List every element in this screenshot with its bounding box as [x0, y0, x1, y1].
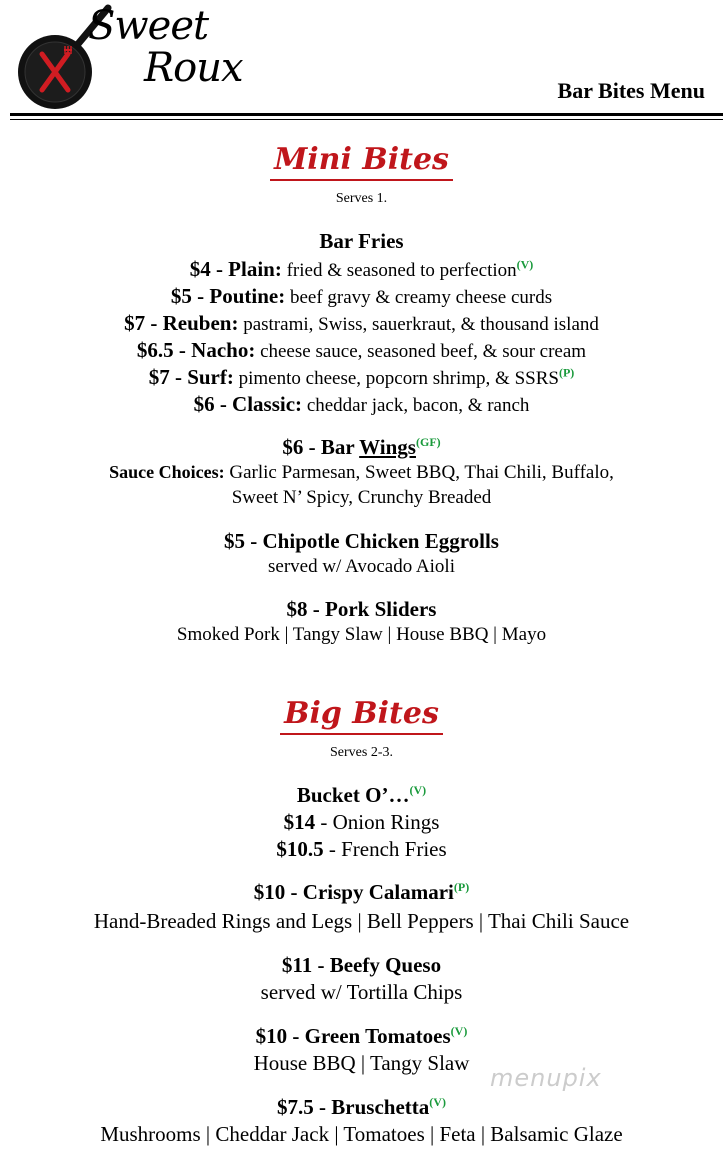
tomatoes-heading: $10 - Green Tomatoes$^{(V)}$	[255, 1024, 468, 1048]
serves-note-big: Serves 2-3.	[330, 745, 393, 760]
eggrolls-heading: $5 - Chipotle Chicken Eggrolls	[224, 529, 499, 553]
sauce-choices: Sauce Choices: Garlic Parmesan, Sweet BBQ, Thai Chili, Buffalo,	[109, 462, 614, 483]
fries-item: $6.5 - Nacho: cheese sauce, seasoned beef, & sour cream	[136, 338, 587, 362]
page-title: Bar Bites Menu	[557, 78, 705, 103]
brand-line-1: Sweet	[88, 3, 209, 49]
bruschetta-desc: Mushrooms | Cheddar Jack | Tomatoes | Feta | Balsamic Glaze	[100, 1122, 623, 1146]
bucket-item: $10.5 - French Fries	[276, 837, 447, 861]
bucket-heading: Bucket O’…$^{(V)}$	[296, 783, 427, 807]
header-divider-thin	[10, 119, 723, 120]
calamari-heading: $10 - Crispy Calamari$^{(P)}$	[253, 880, 470, 904]
menu-header	[0, 0, 723, 125]
calamari-desc: Hand-Breaded Rings and Legs | Bell Peppers | Thai Chili Sauce	[93, 909, 630, 933]
fries-item: $6 - Classic: cheddar jack, bacon, & ranch	[193, 392, 530, 416]
eggrolls-desc: served w/ Avocado Aioli	[268, 556, 455, 577]
section-title-big-bites: Big Bites	[0, 697, 723, 731]
bruschetta-heading: $7.5 - Bruschetta$^{(V)}$	[277, 1095, 446, 1119]
serves-note-mini: Serves 1.	[335, 191, 388, 206]
watermark-text: menupix	[490, 1064, 602, 1092]
sliders-heading: $8 - Pork Sliders	[286, 597, 437, 621]
fries-item: $5 - Poutine: beef gravy & creamy cheese curds	[170, 284, 553, 308]
header-divider-thick	[10, 113, 723, 116]
brand-line-2: Roux	[144, 45, 243, 91]
fries-item: $7 - Reuben: pastrami, Swiss, sauerkraut, & thousand island	[124, 311, 599, 335]
brand-logo-text	[88, 3, 243, 91]
sauce-choices-cont: Sweet N’ Spicy, Crunchy Breaded	[231, 487, 492, 508]
bar-fries-heading: Bar Fries	[319, 229, 404, 253]
bucket-item: $14 - Onion Rings	[283, 810, 440, 834]
queso-heading: $11 - Beefy Queso	[281, 953, 442, 977]
tomatoes-desc: House BBQ | Tangy Slaw	[253, 1051, 470, 1075]
sliders-desc: Smoked Pork | Tangy Slaw | House BBQ | Mayo	[176, 624, 547, 645]
fries-item: $7 - Surf: pimento cheese, popcorn shrimp, & $SSRS^{(P)}$	[148, 365, 575, 389]
fries-item: $4 - Plain: fried & seasoned to perfection$^{(V)}$	[189, 257, 534, 281]
section-title-mini-bites: Mini Bites	[0, 143, 723, 177]
wings-heading: $6 - Bar Wings$^{(GF)}$	[282, 435, 441, 459]
queso-desc: served w/ Tortilla Chips	[260, 980, 463, 1004]
